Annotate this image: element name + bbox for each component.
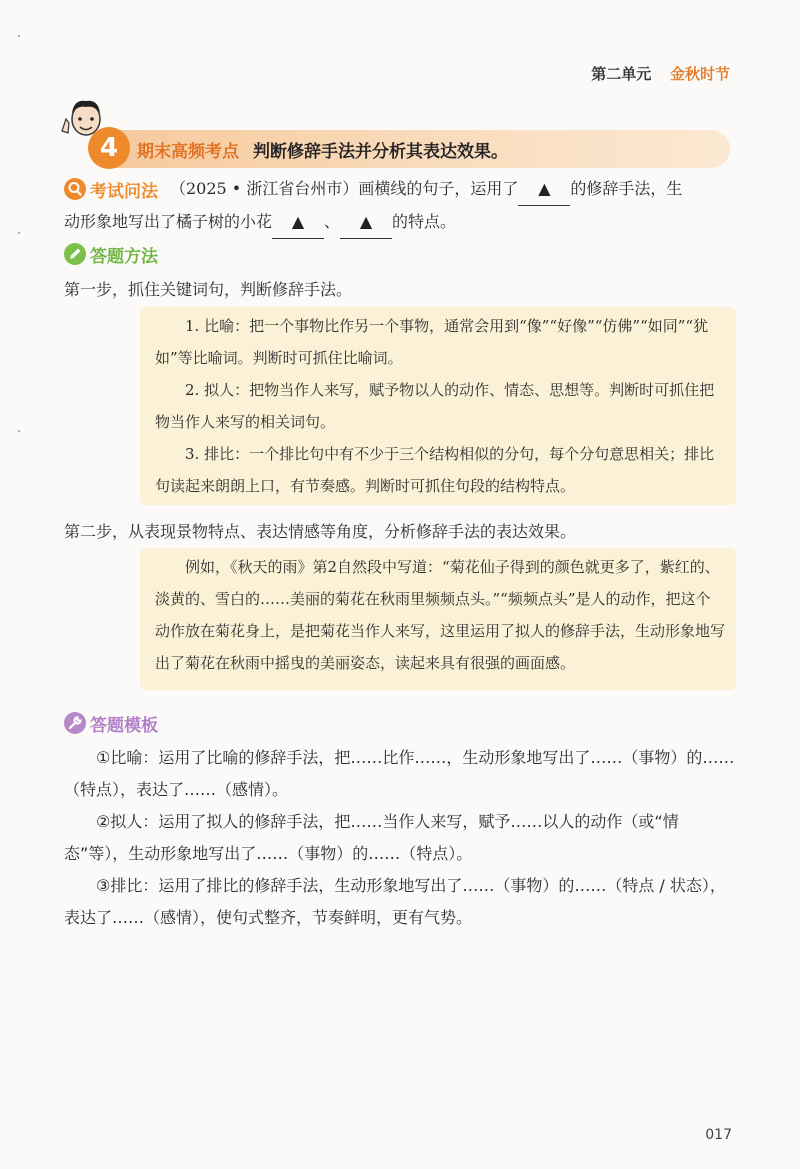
method-label: 答题方法 <box>90 247 158 267</box>
step-2: 第二步，从表现景物特点、表达情感等角度，分析修辞手法的表达效果。 <box>64 522 577 541</box>
exam-line-2 <box>64 205 456 239</box>
running-header <box>591 63 730 84</box>
rule-parallelism: 3. 排比：一个排比句中有不少于三个结构相似的分句，每个分句意思相关；排比句读起来朗朗上口，有节奏感。判断时可抓住句段的结构特点。 <box>155 445 715 495</box>
example-paragraph: 例如，《秋天的雨》第2自然段中写道：“菊花仙子得到的颜色就更多了，紫红的、淡黄的、雪白的……美丽的菊花在秋雨里频频点头。”“频频点头”是人的动作，把这个动作放在菊花身上，是把菊花当作人来写，这里运用了拟人的修辞手法，生动形象地写出了菊花在秋雨中摇曳的美丽姿态，读起来具有很强的画面感。 <box>155 558 726 672</box>
rule-metaphor: 1. 比喻：把一个事物比作另一个事物，通常会用到“像”“好像”“仿佛”“如同”“犹如”等比喻词。判断时可抓住比喻词。 <box>155 317 709 367</box>
section-title: 金秋时节 <box>669 65 730 83</box>
exam-text: 、 <box>324 212 341 231</box>
wrench-icon <box>64 712 86 734</box>
template-list <box>64 742 736 934</box>
unit-title: 第二单元 <box>591 65 652 83</box>
margin-mark <box>18 232 20 234</box>
example-text <box>155 551 725 679</box>
exam-line-1 <box>170 172 682 206</box>
rule-personification: 2. 拟人：把物当作人来写，赋予物以人的动作、情态、思想等。判断时可抓住把物当作人来写的相关词句。 <box>155 381 715 431</box>
step-1: 第一步，抓住关键词句，判断修辞手法。 <box>64 280 353 299</box>
exam-text: 的修辞手法，生 <box>570 179 683 198</box>
answer-blank: ▲ <box>272 205 324 239</box>
template-parallelism: ③排比：运用了排比的修辞手法，生动形象地写出了……（事物）的……（特点 / 状态），表达了……（感情），使句式整齐，节奏鲜明，更有气势。 <box>64 876 726 927</box>
exam-label: 考试问法 <box>90 182 158 202</box>
topic-number: 4 <box>88 127 130 169</box>
topic-tag: 期末高频考点 <box>137 142 239 162</box>
exam-text: （2025 • 浙江省台州市）画横线的句子，运用了 <box>170 179 519 198</box>
template-label: 答题模板 <box>90 716 158 736</box>
pencil-icon <box>64 243 86 265</box>
magnifier-icon <box>64 178 86 200</box>
page-number: 017 <box>705 1127 732 1143</box>
exam-text: 动形象地写出了橘子树的小花 <box>64 212 273 231</box>
margin-mark <box>18 430 20 432</box>
answer-blank: ▲ <box>518 172 570 206</box>
template-personification: ②拟人：运用了拟人的修辞手法，把……当作人来写，赋予……以人的动作（或“情态”等），生动形象地写出了……（事物）的……（特点）。 <box>64 812 679 863</box>
margin-mark <box>18 35 20 37</box>
answer-blank: ▲ <box>340 205 392 239</box>
exam-text: 的特点。 <box>392 212 457 231</box>
template-metaphor: ①比喻：运用了比喻的修辞手法，把……比作……，生动形象地写出了……（事物）的……（特点），表达了……（感情）。 <box>64 748 735 799</box>
rule-list <box>155 310 725 502</box>
topic-title: 判断修辞手法并分析其表达效果。 <box>253 142 508 162</box>
